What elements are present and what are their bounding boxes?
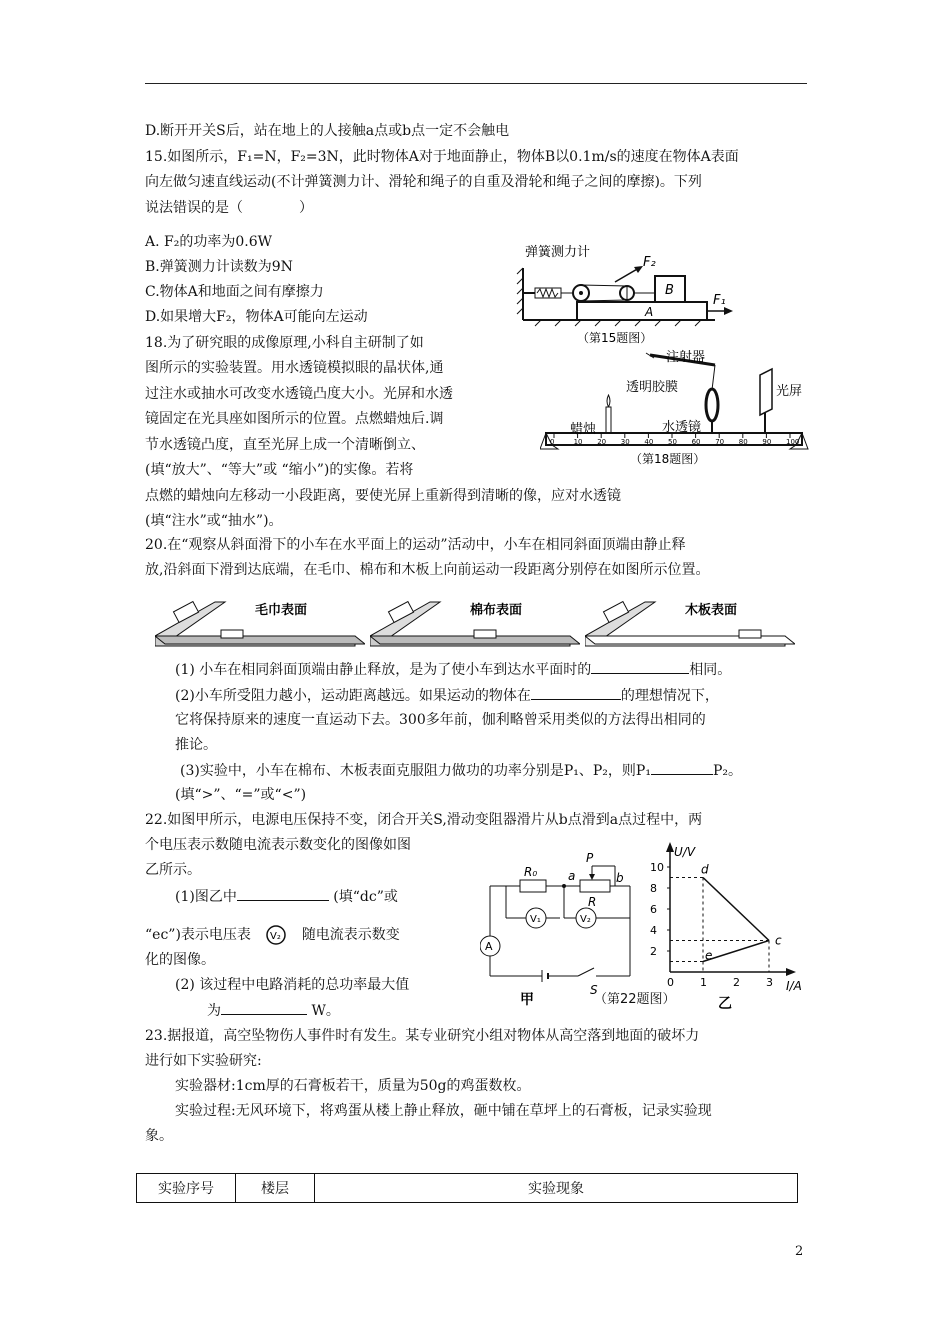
q22-part2-unit: W。 (311, 1003, 340, 1019)
q22-graph-point-e: e (705, 948, 713, 963)
q15-figure (515, 238, 735, 348)
q18-scale-label: 100 (786, 438, 800, 446)
q15-stem-line2: 向左做匀速直线运动(不计弹簧测力计、滑轮和绳子的自重及滑轮和绳子之间的摩擦)。下列 (145, 174, 702, 190)
table-row (137, 1174, 798, 1203)
svg-text:V₂: V₂ (270, 931, 282, 942)
q20-part3-text: (3)实验中，小车在棉布、木板表面克服阻力做功的功率分别是P₁、P₂，则P₁ (180, 763, 651, 779)
q20-part3-tail: P₂。 (712, 763, 742, 779)
q15-option-a: A. F₂的功率为0.6W (145, 234, 272, 250)
q15-option-c: C.物体A和地面之间有摩擦力 (145, 284, 324, 300)
table-header-index: 实验序号 (137, 1174, 236, 1203)
table-header-floor: 楼层 (236, 1174, 315, 1203)
q18-scale-label: 80 (738, 438, 748, 446)
q20-part1-tail: 相同。 (689, 662, 732, 678)
q22-fig-p-label: P (586, 851, 594, 865)
q22-graph-xtick: 2 (733, 976, 740, 989)
q23-materials: 实验器材:1cm厚的石膏板若干，质量为50g的鸡蛋数枚。 (175, 1078, 531, 1094)
q22-fig-v1-label: V₁ (530, 914, 541, 925)
q15-option-d: D.如果增大F₂，物体A可能向左运动 (145, 309, 368, 325)
q18-scale-label: 90 (762, 438, 772, 446)
q22-graph-xtick: 3 (766, 976, 773, 989)
q20-part1-blank[interactable] (591, 659, 689, 674)
q22-graph-ylabel: U/V (674, 845, 696, 859)
q18-scale-label: 70 (715, 438, 725, 446)
q18-line8: (填“注水”或“抽水”)。 (145, 513, 283, 529)
q18-line5: 节水透镜凸度，直至光屏上成一个清晰倒立、 (145, 437, 425, 453)
q20-part3-line2: (填“>”、“=”或“<”) (175, 787, 307, 803)
q15-fig-spring-label: 弹簧测力计 (525, 245, 591, 260)
q20-surface-wood-label: 木板表面 (685, 603, 738, 618)
q22-graph-ytick: 4 (650, 924, 657, 937)
q18-fig-screen-label: 光屏 (776, 384, 803, 399)
q15-fig-caption: （第15题图） (577, 331, 653, 345)
q20-figure-wood (585, 592, 795, 652)
q18-scale-label: 50 (668, 438, 677, 446)
q22-graph-point-d: d (701, 862, 709, 877)
q18-scale-label: 20 (597, 438, 607, 446)
page-number: 2 (795, 1244, 804, 1259)
q22-graph-figure (640, 840, 810, 1010)
q22-part2-line2 (207, 1000, 340, 1021)
q22-graph-ytick: 6 (650, 903, 657, 916)
q22-line2: 个电压表示数随电流表示数变化的图像如图 (145, 837, 411, 853)
q22-fig-b-label: b (616, 871, 624, 885)
q22-part2-blank[interactable] (221, 1000, 307, 1015)
q23-line2: 进行如下实验研究: (145, 1053, 262, 1069)
q20-part2-line2: 它将保持原来的速度一直运动下去。300多年前，伽利略曾采用类似的方法得出相同的 (175, 712, 706, 728)
q22-graph-ytick: 10 (650, 861, 664, 874)
q18-scale-label: 40 (644, 438, 654, 446)
q18-line3: 过注水或抽水可改变水透镜凸度大小。光屏和水透 (145, 386, 453, 402)
q23-procedure-line2: 象。 (145, 1128, 173, 1144)
q22-circuit-figure (480, 848, 640, 1008)
q18-scale-label: 0 (550, 438, 555, 446)
q18-fig-film-label: 透明胶膜 (626, 380, 679, 395)
q22-fig-v2-label: V₂ (580, 914, 591, 925)
q15-stem-line1: 15.如图所示，F₁=N，F₂=3N，此时物体A对于地面静止，物体B以0.1m/s的速度在物体A表面 (145, 149, 739, 165)
q22-part1 (175, 886, 398, 907)
q22-graph-xtick: 1 (700, 976, 707, 989)
q15-fig-a-label: A (645, 305, 654, 319)
q22-part1-line2 (145, 924, 400, 946)
q22-fig-ammeter-label: A (485, 940, 493, 953)
q22-part1-text: (1)图乙中 (175, 889, 237, 905)
q22-part1-tail: (填“dc”或 (333, 889, 398, 905)
q22-graph-xlabel: I/A (786, 979, 802, 993)
q18-line4: 镜固定在光具座如图所示的位置。点燃蜡烛后.调 (145, 411, 444, 427)
voltmeter-v2-icon (265, 924, 287, 946)
q22-line3: 乙所示。 (145, 862, 201, 878)
q20-figure-towel (155, 592, 365, 652)
q22-fig-r0-label: R₀ (524, 865, 538, 879)
q20-surface-cotton-label: 棉布表面 (470, 603, 523, 618)
q22-fig-yi-label: 乙 (718, 996, 732, 1010)
q20-part3-blank[interactable] (651, 760, 713, 775)
q22-fig-jia-label: 甲 (520, 992, 534, 1008)
q18-fig-caption: （第18题图） (630, 452, 706, 465)
q18-fig-syringe-label: 注射器 (666, 350, 706, 365)
q23-results-table (136, 1173, 798, 1203)
q22-line1: 22.如图甲所示，电源电压保持不变，闭合开关S,滑动变阻器滑片从b点滑到a点过程中，两 (145, 812, 703, 828)
q15-fig-b-label: B (665, 283, 674, 298)
q20-part2-tail: 的理想情况下， (620, 688, 719, 704)
q18-figure (540, 345, 810, 465)
q22-part1-line2-text: “ec”)表示电压表 (145, 927, 251, 943)
q20-part2 (175, 685, 719, 706)
q20-surface-towel-label: 毛巾表面 (255, 603, 308, 618)
q15-option-b: B.弹簧测力计读数为9N (145, 259, 293, 275)
q20-part1-text: (1) 小车在相同斜面顶端由静止释放，是为了使小车到达水平面时的 (175, 662, 592, 678)
q18-line1: 18.为了研究眼的成像原理,小科自主研制了如 (145, 335, 424, 351)
q20-line2: 放,沿斜面下滑到达底端，在毛巾、棉布和木板上向前运动一段距离分别停在如图所示位置。 (145, 562, 710, 578)
q20-line1: 20.在“观察从斜面滑下的小车在水平面上的运动”活动中，小车在相同斜面顶端由静止释 (145, 537, 686, 553)
q22-fig-r-label: R (588, 895, 597, 909)
q22-graph-ytick: 2 (650, 945, 657, 958)
q15-fig-f1-label: F₁ (713, 293, 726, 308)
q18-scale-label: 10 (573, 438, 583, 446)
q23-line1: 23.据报道，高空坠物伤人事件时有发生。某专业研究小组对物体从高空落到地面的破坏力 (145, 1028, 700, 1044)
q22-part1-line2-tail: 随电流表示数变 (301, 927, 400, 943)
q20-figure-cotton (370, 592, 580, 652)
q22-part2: (2) 该过程中电路消耗的总功率最大值 (175, 977, 410, 993)
q18-fig-candle-label: 蜡烛 (570, 422, 597, 437)
q18-line7: 点燃的蜡烛向左移动一小段距离，要使光屏上重新得到清晰的像，应对水透镜 (145, 488, 621, 504)
q20-part2-blank[interactable] (531, 685, 621, 700)
q14-option-d: D.断开开关S后，站在地上的人接触a点或b点一定不会触电 (145, 123, 510, 139)
q18-scale-label: 60 (691, 438, 701, 446)
q18-fig-lens-label: 水透镜 (662, 420, 702, 435)
q20-part2-line3: 推论。 (175, 737, 217, 753)
q23-procedure: 实验过程:无风环境下，将鸡蛋从楼上静止释放，砸中铺在草坪上的石膏板，记录实验现 (175, 1103, 712, 1119)
q18-line2: 图所示的实验装置。用水透镜模拟眼的晶状体,通 (145, 360, 444, 376)
q22-fig-a-label: a (568, 869, 576, 883)
header-rule (145, 83, 807, 84)
q18-scale-label: 30 (620, 438, 630, 446)
q15-stem-line3: 说法错误的是（ ） (145, 200, 313, 216)
q22-fig-caption: （第22题图） (594, 992, 676, 1007)
q22-graph-point-c: c (775, 933, 782, 948)
q22-graph-xtick: 0 (667, 976, 674, 989)
q22-part2-prefix: 为 (207, 1003, 221, 1019)
q22-graph-ytick: 8 (650, 882, 657, 895)
q22-part1-blank[interactable] (237, 886, 329, 901)
q20-part3 (180, 760, 742, 781)
q20-part2-text: (2)小车所受阻力越小，运动距离越远。如果运动的物体在 (175, 688, 531, 704)
q22-fig-s-label: S (590, 983, 598, 997)
q22-graph-line-ec (703, 941, 769, 962)
q20-part1 (175, 659, 731, 680)
table-header-phenomenon: 实验现象 (315, 1174, 798, 1203)
q22-part1-line3: 化的图像。 (145, 952, 215, 968)
q15-fig-f2-label: F₂ (643, 255, 656, 270)
q18-line6: (填“放大”、“等大”或 “缩小”)的实像。若将 (145, 462, 414, 478)
q22-graph-line-dc (703, 878, 769, 941)
